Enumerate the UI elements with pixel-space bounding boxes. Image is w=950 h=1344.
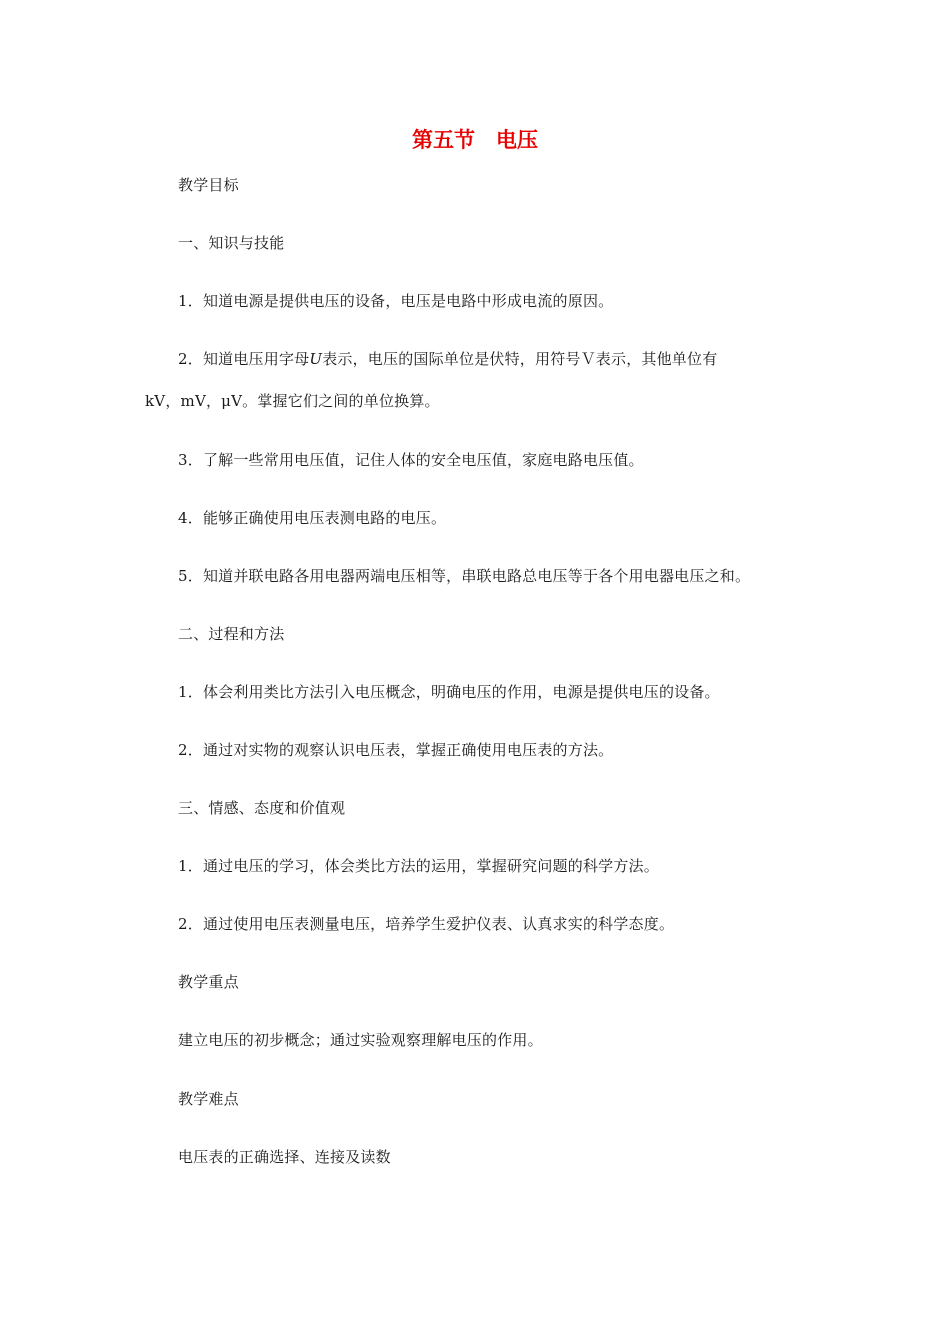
- list-item: 4．能够正确使用电压表测电路的电压。: [178, 509, 447, 527]
- page-title: 第五节 电压: [412, 128, 538, 152]
- subsection-heading-attitudes-values: 三、情感、态度和价值观: [178, 799, 346, 817]
- list-item: 5．知道并联电路各用电器两端电压相等，串联电路总电压等于各个用电器电压之和。: [178, 567, 751, 585]
- section-heading-key-points: 教学重点: [178, 973, 239, 991]
- list-item: 1．知道电源是提供电压的设备，电压是电路中形成电流的原因。: [178, 292, 614, 310]
- section-heading-teaching-goals: 教学目标: [178, 176, 239, 194]
- list-item: 1．通过电压的学习，体会类比方法的运用，掌握研究问题的科学方法。: [178, 857, 659, 875]
- list-item: [178, 349, 717, 369]
- list-item: 3．了解一些常用电压值，记住人体的安全电压值，家庭电路电压值。: [178, 451, 644, 469]
- subsection-heading-process-methods: 二、过程和方法: [178, 625, 285, 643]
- paragraph: 电压表的正确选择、连接及读数: [178, 1148, 391, 1166]
- list-item: 2．通过对实物的观察认识电压表，掌握正确使用电压表的方法。: [178, 741, 614, 759]
- subsection-heading-knowledge-skills: 一、知识与技能: [178, 234, 285, 252]
- list-item: 2．通过使用电压表测量电压，培养学生爱护仪表、认真求实的科学态度。: [178, 915, 675, 933]
- symbol-u: U: [309, 350, 323, 368]
- list-item-text: 表示，电压的国际单位是伏特，用符号Ｖ表示，其他单位有: [322, 350, 718, 368]
- section-heading-difficulties: 教学难点: [178, 1090, 239, 1108]
- list-item: 1．体会利用类比方法引入电压概念，明确电压的作用，电源是提供电压的设备。: [178, 683, 720, 701]
- paragraph: 建立电压的初步概念；通过实验观察理解电压的作用。: [178, 1031, 543, 1049]
- list-item-continuation: kV，mV，μV。掌握它们之间的单位换算。: [145, 392, 440, 410]
- list-item-text: 2．知道电压用字母: [178, 350, 310, 368]
